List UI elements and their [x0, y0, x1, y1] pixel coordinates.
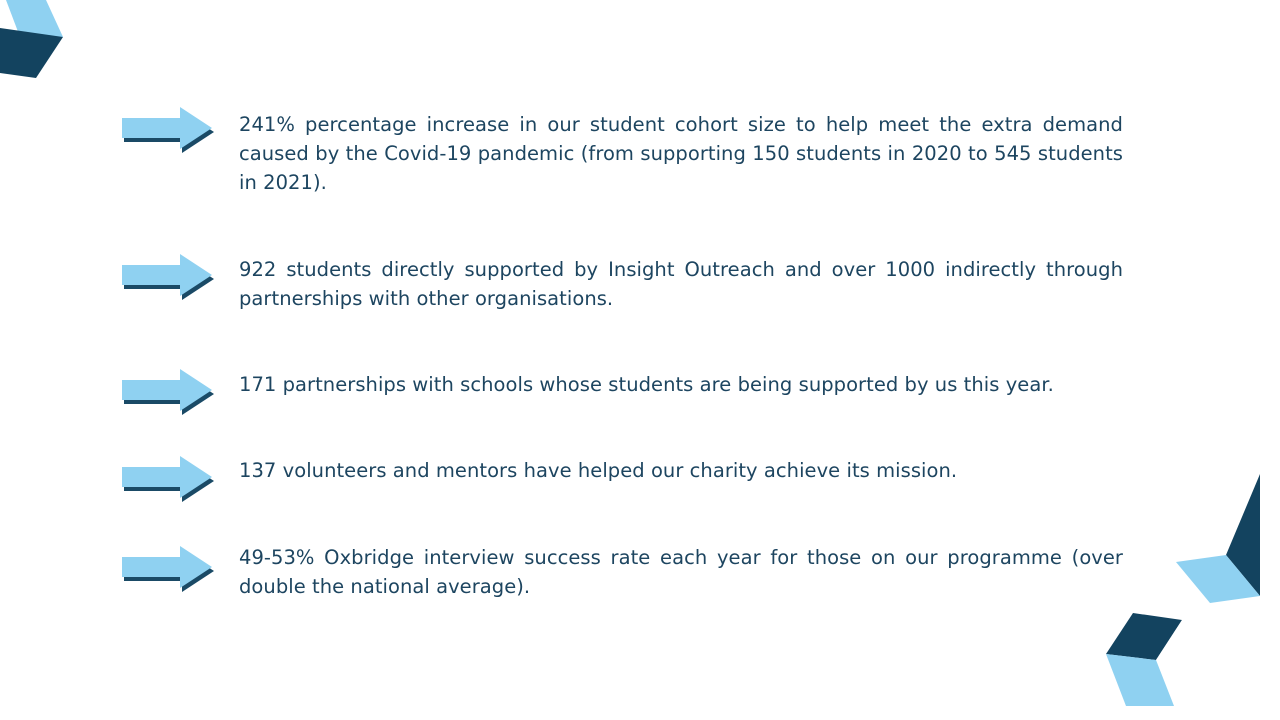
right-arrow-icon — [122, 106, 216, 154]
right-arrow-icon — [122, 545, 216, 593]
right-arrow-icon — [122, 253, 216, 301]
right-arrow-icon — [122, 368, 216, 416]
stat-text: 137 volunteers and mentors have helped our charity achieve its mission. — [239, 459, 958, 482]
stat-text: 49-53% Oxbridge interview success rate each year for those on our programme (over double the national average). — [239, 546, 1123, 598]
stat-text: 922 students directly supported by Insight Outreach and over 1000 indirectly through partnerships with other organisations. — [239, 258, 1123, 310]
stat-text: 241% percentage increase in our student cohort size to help meet the extra demand caused by the Covid-19 pandemic (from supporting 150 students in 2020 to 545 students in 2021). — [239, 113, 1123, 194]
right-arrow-icon — [122, 455, 216, 503]
stat-text: 171 partnerships with schools whose students are being supported by us this year. — [239, 373, 1054, 396]
